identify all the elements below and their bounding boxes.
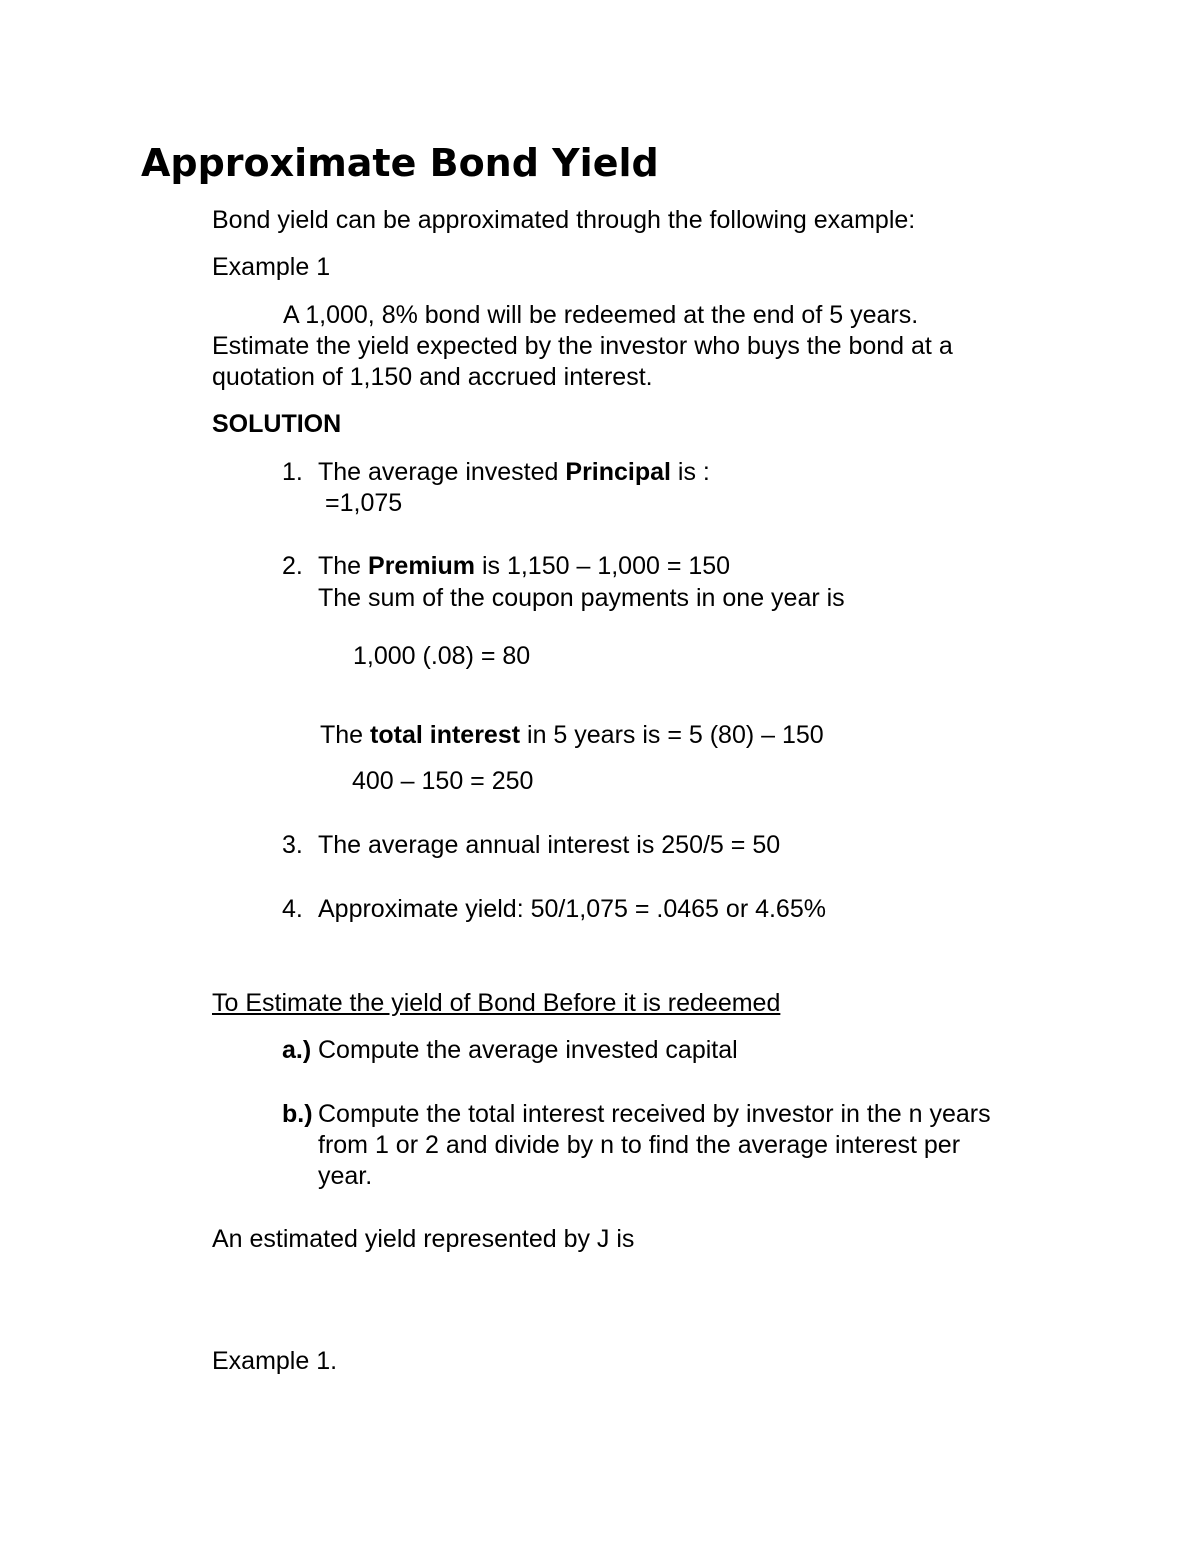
step-1-result: =1,075 bbox=[325, 489, 403, 517]
estimate-item-b: b.) Compute the total interest received by investor in the n years bbox=[282, 1100, 991, 1128]
step-number: 2. bbox=[282, 552, 303, 580]
estimate-item-a: a.) Compute the average invested capital bbox=[282, 1036, 738, 1064]
estimate-item-b-line-3: year. bbox=[318, 1162, 373, 1190]
step-2-line-2: The sum of the coupon payments in one year is bbox=[318, 584, 845, 612]
step-2: 2. The Premium is 1,150 – 1,000 = 150 bbox=[282, 552, 731, 580]
problem-line-1: A 1,000, 8% bond will be redeemed at the end of 5 years. bbox=[283, 301, 919, 329]
estimate-item-b-line-2: from 1 or 2 and divide by n to find the average interest per bbox=[318, 1131, 961, 1159]
item-label: a.) bbox=[282, 1036, 312, 1064]
step-2-calc-1: 1,000 (.08) = 80 bbox=[353, 642, 531, 670]
step-2-calc-2: 400 – 150 = 250 bbox=[352, 767, 534, 795]
estimated-yield-text: An estimated yield represented by J is bbox=[212, 1225, 635, 1253]
intro-text: Bond yield can be approximated through the following example: bbox=[212, 206, 916, 234]
step-number: 4. bbox=[282, 895, 303, 923]
step-2-total-interest: The total interest in 5 years is = 5 (80) – 150 bbox=[320, 721, 824, 749]
estimate-heading: To Estimate the yield of Bond Before it is redeemed bbox=[212, 989, 781, 1017]
item-label: b.) bbox=[282, 1100, 313, 1128]
step-4: 4. Approximate yield: 50/1,075 = .0465 or 4.65% bbox=[282, 895, 826, 923]
step-3: 3. The average annual interest is 250/5 = 50 bbox=[282, 831, 781, 859]
page-title: Approximate Bond Yield bbox=[141, 141, 659, 185]
example-footer: Example 1. bbox=[212, 1347, 338, 1375]
solution-heading: SOLUTION bbox=[212, 410, 342, 438]
step-1: 1. The average invested Principal is : bbox=[282, 458, 710, 486]
step-number: 3. bbox=[282, 831, 303, 859]
example-heading: Example 1 bbox=[212, 253, 331, 281]
problem-line-2: Estimate the yield expected by the investor who buys the bond at a bbox=[212, 332, 953, 360]
problem-line-3: quotation of 1,150 and accrued interest. bbox=[212, 363, 653, 391]
step-number: 1. bbox=[282, 458, 303, 486]
